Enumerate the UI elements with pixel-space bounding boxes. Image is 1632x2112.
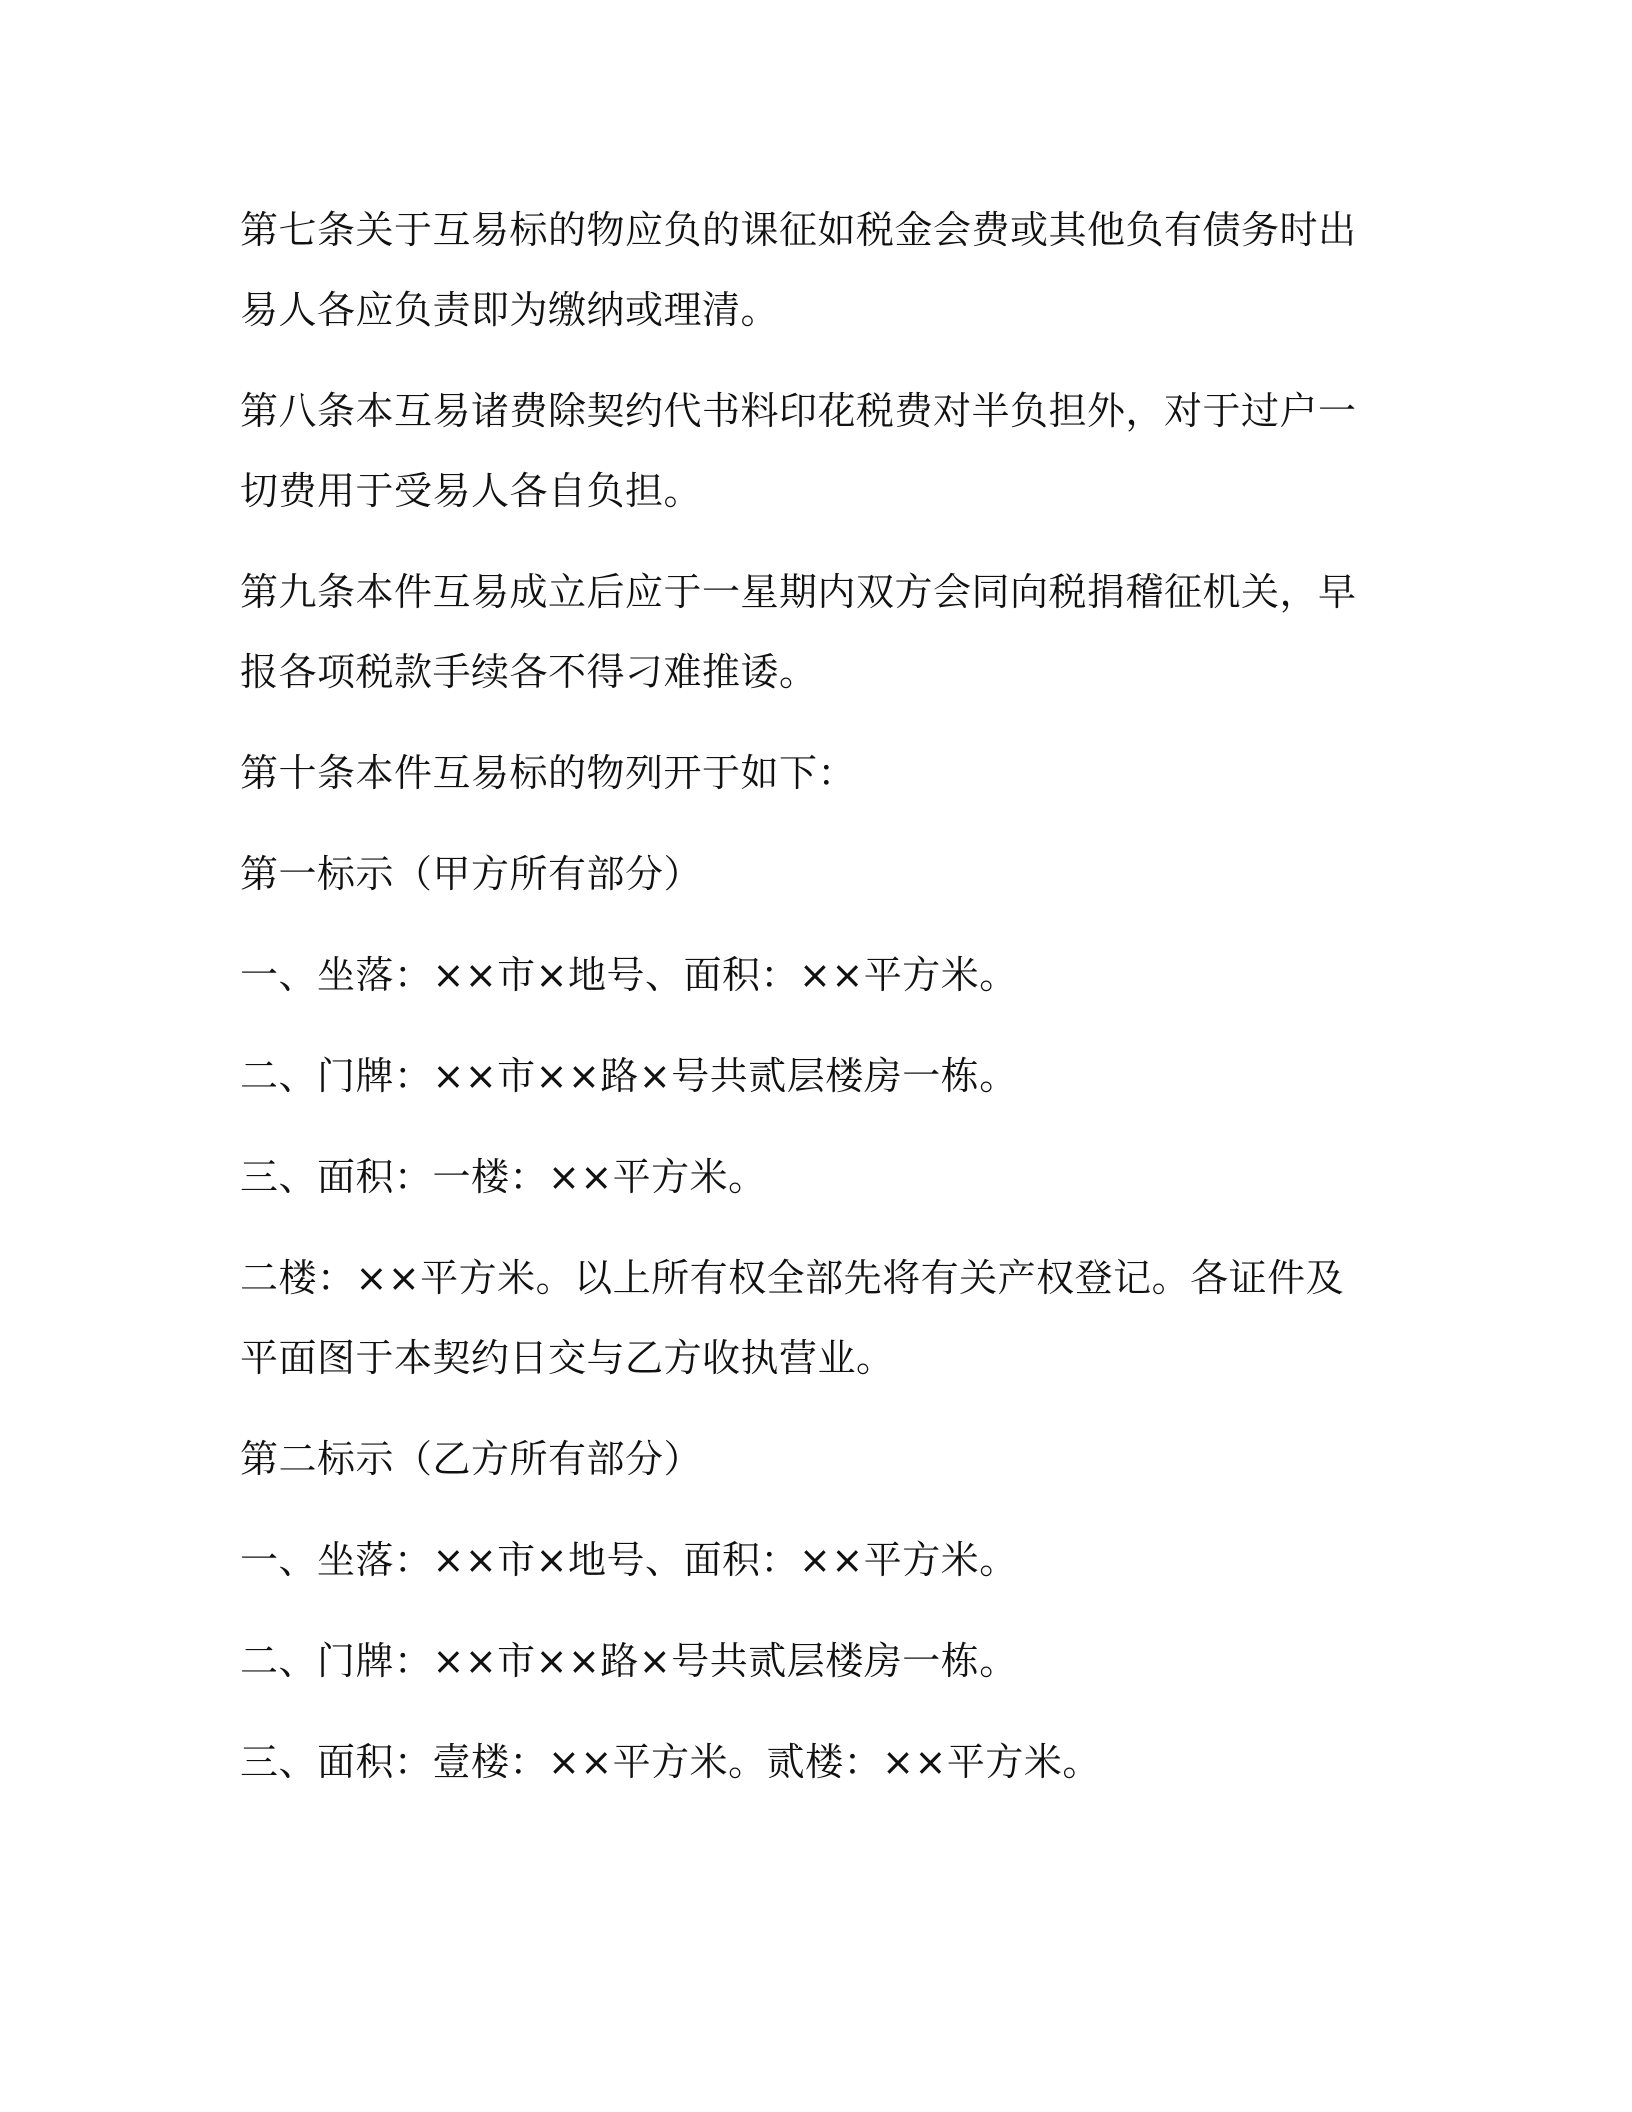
first-listing-address: 二、门牌：××市××路×号共贰层楼房一栋。 — [240, 1054, 1018, 1098]
article-8: 第八条本互易诸费除契约代书料印花税费对半负担外，对于过户一切费用于受易人各自负担。 — [240, 389, 1357, 513]
article-9: 第九条本件互易成立后应于一星期内双方会同向税捐稽征机关，早报各项税款手续各不得刁难推诿。 — [240, 570, 1357, 694]
first-listing-area: 三、面积：一楼：××平方米。 — [240, 1155, 767, 1199]
second-listing-address: 二、门牌：××市××路×号共贰层楼房一栋。 — [240, 1639, 1018, 1683]
first-listing-second-floor: 二楼：××平方米。以上所有权全部先将有关产权登记。各证件及平面图于本契约日交与乙方收执营业。 — [240, 1256, 1345, 1380]
document-body — [240, 190, 1370, 1802]
second-listing-heading: 第二标示（乙方所有部分） — [240, 1437, 703, 1481]
article-10: 第十条本件互易标的物列开于如下： — [240, 751, 857, 795]
second-listing-area: 三、面积：壹楼：××平方米。贰楼：××平方米。 — [240, 1740, 1101, 1784]
first-listing-location: 一、坐落：××市×地号、面积：××平方米。 — [240, 953, 1018, 997]
first-listing-heading: 第一标示（甲方所有部分） — [240, 852, 703, 896]
article-7: 第七条关于互易标的物应负的课征如税金会费或其他负有债务时出易人各应负责即为缴纳或理清。 — [240, 208, 1357, 332]
second-listing-location: 一、坐落：××市×地号、面积：××平方米。 — [240, 1538, 1018, 1582]
